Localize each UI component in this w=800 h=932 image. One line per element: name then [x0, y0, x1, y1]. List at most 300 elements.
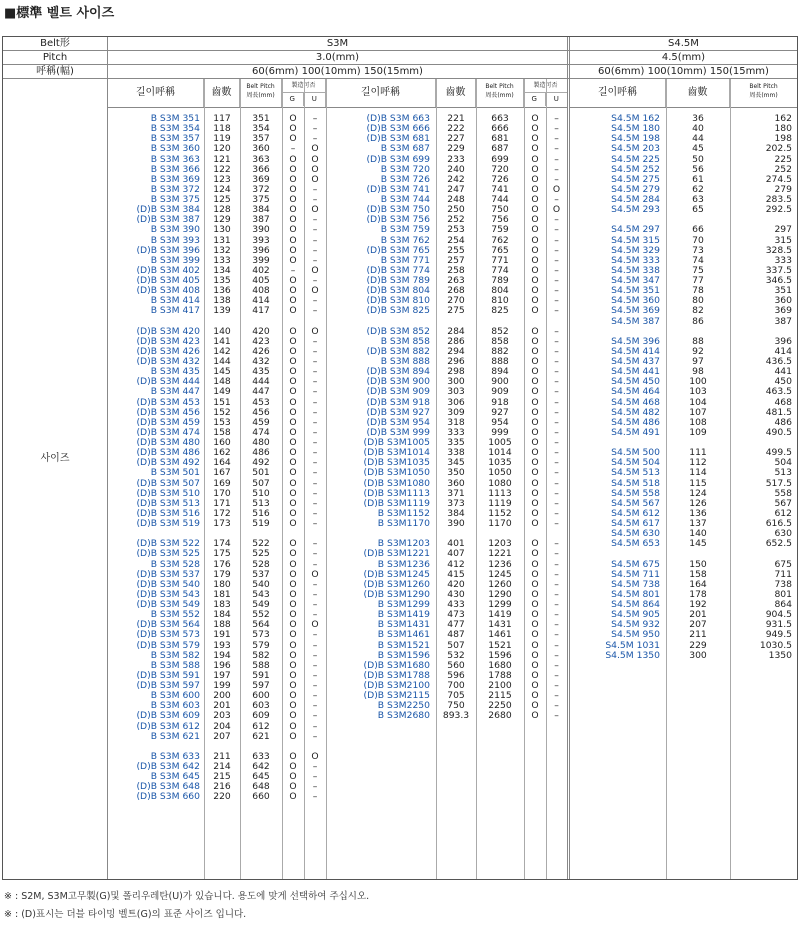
- cell-name: (D)B S3M 894: [366, 366, 430, 378]
- cell-u: –: [554, 467, 559, 479]
- table-row: [570, 408, 797, 418]
- cell-g: O: [289, 447, 297, 459]
- cell-g: O: [289, 609, 297, 621]
- cell-name: (D)B S3M 453: [136, 396, 200, 408]
- cell-teeth: 338: [447, 447, 465, 459]
- cell-g: O: [289, 690, 297, 702]
- cell-name: (D)B S3M1260: [363, 578, 430, 590]
- cell-pitch: 1680: [488, 659, 512, 671]
- cell-pitch: 292.5: [765, 204, 792, 216]
- table-row: [570, 630, 797, 640]
- cell-g: O: [531, 558, 539, 570]
- cell-teeth: 125: [213, 194, 231, 205]
- cell-teeth: 306: [447, 396, 465, 408]
- cell-name: S4.5M 1350: [605, 649, 660, 661]
- cell-pitch: 756: [491, 214, 509, 226]
- cell-g: O: [289, 113, 297, 124]
- cell-pitch: 900: [491, 376, 509, 388]
- cell-u: –: [312, 406, 318, 418]
- cell-u: O: [311, 173, 319, 185]
- cell-name: (D)B S3M 516: [136, 507, 200, 519]
- table-row: [570, 286, 797, 296]
- cell-name: (D)B S3M2115: [363, 690, 430, 702]
- cell-name: (D)B S3M 663: [366, 113, 430, 124]
- table-row: [570, 246, 797, 256]
- cell-teeth: 78: [692, 285, 704, 297]
- cell-teeth: 176: [213, 558, 231, 570]
- cell-pitch: 1080: [488, 477, 512, 489]
- cell-u: –: [312, 588, 318, 600]
- table-row: [570, 509, 797, 519]
- cell-pitch: 1119: [488, 497, 512, 509]
- cell-teeth: 200: [213, 690, 231, 702]
- cell-g: O: [531, 599, 539, 610]
- cell-g: O: [289, 720, 297, 732]
- cell-name: (D)B S3M 810: [366, 295, 430, 307]
- cell-u: –: [554, 497, 559, 509]
- cell-teeth: 129: [213, 214, 231, 226]
- cell-name: (D)B S3M 852: [366, 325, 430, 337]
- table-row: [570, 165, 797, 175]
- cell-name: S4.5M 369: [611, 305, 660, 317]
- cell-teeth: 149: [213, 386, 231, 398]
- cell-teeth: 114: [689, 467, 707, 479]
- cell-pitch: 490.5: [765, 426, 792, 438]
- cell-teeth: 145: [213, 366, 231, 378]
- cell-g: O: [289, 285, 297, 297]
- cell-name: (D)B S3M 537: [136, 568, 200, 580]
- cell-pitch: 600: [252, 690, 270, 702]
- cell-g: O: [531, 619, 539, 631]
- cell-pitch: 726: [491, 173, 509, 185]
- cell-name: S4.5M 351: [611, 285, 660, 297]
- cell-g: O: [289, 325, 297, 337]
- cell-g: O: [289, 194, 297, 205]
- col-bp1-2: Belt Pitch: [485, 83, 514, 90]
- cell-name: S4.5M 284: [611, 194, 660, 205]
- table-row: [570, 377, 797, 387]
- cell-u: –: [312, 123, 318, 135]
- cell-teeth: 88: [692, 335, 704, 347]
- cell-teeth: 178: [689, 588, 707, 600]
- cell-pitch: 774: [491, 264, 509, 276]
- cell-pitch: 564: [252, 619, 270, 631]
- cell-pitch: 519: [252, 518, 270, 529]
- cell-u: –: [554, 335, 559, 347]
- cell-pitch: 423: [252, 335, 270, 347]
- cell-g: O: [289, 173, 297, 185]
- cell-g: –: [290, 264, 296, 276]
- cell-teeth: 70: [692, 234, 704, 246]
- cell-name: S4.5M 252: [611, 163, 660, 175]
- cell-g: O: [531, 578, 539, 590]
- cell-teeth: 153: [213, 416, 231, 428]
- cell-u: –: [312, 558, 318, 570]
- cell-u: –: [312, 224, 318, 236]
- cell-g: O: [289, 234, 297, 246]
- cell-name: S4.5M 180: [611, 123, 660, 135]
- cell-g: O: [531, 163, 539, 175]
- s45m-col-header: [570, 79, 797, 108]
- cell-u: –: [312, 214, 318, 226]
- cell-pitch: 375: [252, 194, 270, 205]
- cell-teeth: 158: [213, 426, 231, 438]
- cell-name: (D)B S3M1680: [363, 659, 430, 671]
- cell-teeth: 284: [447, 325, 465, 337]
- cell-u: –: [554, 629, 559, 641]
- cell-g: O: [531, 214, 539, 226]
- table-row: [570, 296, 797, 306]
- cell-pitch: 516: [252, 507, 270, 519]
- cell-u: –: [312, 305, 318, 317]
- cell-name: B S3M 858: [380, 335, 430, 347]
- cell-pitch: 1299: [488, 599, 512, 610]
- cell-teeth: 131: [213, 234, 231, 246]
- col-bp2: 周長(mm): [246, 92, 275, 99]
- cell-name: (D)B S3M 765: [366, 244, 430, 256]
- cell-pitch: 549: [252, 599, 270, 610]
- cell-name: (D)B S3M 444: [136, 376, 200, 388]
- cell-teeth: 132: [213, 244, 231, 256]
- cell-name: S4.5M 333: [611, 254, 660, 266]
- cell-name: (D)B S3M 522: [136, 538, 200, 550]
- cell-teeth: 63: [692, 194, 704, 205]
- width-label: 呼稱(幅): [3, 65, 108, 78]
- cell-pitch: 1245: [488, 568, 512, 580]
- cell-name: B S3M 600: [150, 690, 200, 702]
- cell-pitch: 408: [252, 285, 270, 297]
- cell-teeth: 139: [213, 305, 231, 317]
- cell-name: (D)B S3M1788: [363, 669, 430, 681]
- table-row: [570, 600, 797, 610]
- cell-u: –: [554, 143, 559, 155]
- cell-name: (D)B S3M 804: [366, 285, 430, 297]
- cell-name: (D)B S3M2100: [363, 680, 430, 691]
- cell-u: –: [554, 345, 559, 357]
- cell-pitch: 894: [491, 366, 509, 378]
- table-row: [570, 155, 797, 165]
- cell-teeth: 384: [447, 507, 465, 519]
- cell-teeth: 275: [447, 305, 465, 317]
- cell-pitch: 543: [252, 588, 270, 600]
- cell-u: –: [312, 183, 318, 195]
- cell-u: –: [554, 649, 559, 661]
- cell-g: O: [289, 457, 297, 469]
- cell-name: B S3M 588: [150, 659, 200, 671]
- cell-name: (D)B S3M1113: [363, 487, 430, 499]
- cell-name: (D)B S3M 513: [136, 497, 200, 509]
- cell-u: O: [311, 153, 319, 165]
- cell-teeth: 142: [213, 345, 231, 357]
- cell-name: S4.5M 450: [611, 376, 660, 388]
- col-name-2: 길이呼稱: [360, 87, 401, 98]
- cell-g: O: [289, 568, 297, 580]
- cell-g: O: [289, 254, 297, 266]
- cell-teeth: 148: [213, 376, 231, 388]
- cell-g: O: [531, 254, 539, 266]
- cell-teeth: 111: [689, 447, 707, 459]
- cell-u: –: [554, 366, 559, 378]
- cell-pitch: 432: [252, 356, 270, 367]
- cell-u: O: [311, 285, 319, 297]
- cell-g: O: [531, 406, 539, 418]
- cell-teeth: 126: [689, 497, 707, 509]
- cell-g: O: [289, 791, 297, 803]
- cell-pitch: 591: [252, 669, 270, 681]
- cell-u: –: [312, 548, 318, 560]
- cell-pitch: 360: [252, 143, 270, 155]
- cell-pitch: 405: [252, 275, 270, 286]
- pitch-s45m: 4.5(mm): [661, 52, 706, 63]
- cell-u: –: [554, 538, 559, 550]
- cell-pitch: 1521: [488, 639, 512, 651]
- col-teeth-3: 齒數: [687, 87, 708, 98]
- cell-name: (D)B S3M1119: [363, 497, 430, 509]
- cell-u: –: [312, 487, 318, 499]
- cell-g: O: [531, 669, 539, 681]
- cell-g: O: [531, 123, 539, 135]
- table-row: [570, 195, 797, 205]
- cell-teeth: 162: [213, 447, 231, 459]
- table-row: [108, 711, 326, 721]
- cell-pitch: 426: [252, 345, 270, 357]
- table-row: [570, 124, 797, 134]
- cell-teeth: 222: [447, 123, 465, 135]
- cell-name: B S3M1152: [377, 507, 430, 519]
- cell-teeth: 192: [689, 599, 707, 610]
- cell-teeth: 207: [213, 730, 231, 742]
- cell-g: O: [531, 153, 539, 165]
- cell-name: (D)B S3M 456: [136, 406, 200, 418]
- cell-name: S4.5M 950: [611, 629, 660, 641]
- cell-name: S4.5M 203: [611, 143, 660, 155]
- cell-pitch: 417: [252, 305, 270, 317]
- cell-g: O: [289, 750, 297, 762]
- cell-pitch: 351: [774, 285, 792, 297]
- cell-teeth: 215: [213, 771, 231, 783]
- cell-u: –: [554, 123, 559, 135]
- cell-teeth: 199: [213, 680, 231, 691]
- table-row: [570, 367, 797, 377]
- cell-pitch: 864: [774, 599, 792, 610]
- cell-g: O: [531, 376, 539, 388]
- cell-pitch: 399: [252, 254, 270, 266]
- cell-u: –: [554, 153, 559, 165]
- table-row: [108, 225, 326, 235]
- cell-name: S4.5M 360: [611, 295, 660, 307]
- cell-pitch: 360: [774, 295, 792, 307]
- cell-u: –: [312, 447, 318, 459]
- cell-u: –: [554, 437, 559, 448]
- cell-name: (D)B S3M 432: [136, 356, 200, 367]
- cell-u: –: [554, 578, 559, 590]
- cell-u: –: [554, 244, 559, 256]
- cell-u: –: [312, 113, 318, 124]
- cell-pitch: 436.5: [765, 356, 792, 367]
- cell-u: –: [554, 416, 559, 428]
- table-row: [326, 711, 567, 721]
- cell-teeth: 412: [447, 558, 465, 570]
- cell-teeth: 66: [692, 224, 704, 236]
- cell-g: O: [531, 113, 539, 124]
- cell-pitch: 537: [252, 568, 270, 580]
- cell-teeth: 207: [689, 619, 707, 631]
- cell-g: O: [289, 163, 297, 175]
- cell-g: O: [531, 295, 539, 307]
- cell-name: S4.5M 198: [611, 133, 660, 145]
- cell-u: –: [312, 599, 318, 610]
- cell-teeth: 50: [692, 153, 704, 165]
- cell-name: (D)B S3M1005: [363, 437, 430, 448]
- cell-teeth: 229: [689, 639, 707, 651]
- cell-teeth: 134: [213, 264, 231, 276]
- table-row: [570, 438, 797, 448]
- cell-teeth: 373: [447, 497, 465, 509]
- cell-g: O: [289, 761, 297, 772]
- cell-name: (D)B S3M 510: [136, 487, 200, 499]
- cell-g: O: [289, 710, 297, 722]
- cell-pitch: 1461: [488, 629, 512, 641]
- cell-pitch: 567: [774, 497, 792, 509]
- cell-name: (D)B S3M1290: [363, 588, 430, 600]
- cell-u: –: [554, 426, 559, 438]
- cell-name: S4.5M 630: [611, 528, 660, 540]
- table-row: [570, 337, 797, 347]
- cell-name: B S3M 399: [150, 254, 200, 266]
- cell-u: –: [312, 295, 318, 307]
- cell-name: (D)B S3M 564: [136, 619, 200, 631]
- cell-teeth: 171: [213, 497, 231, 509]
- cell-pitch: 459: [252, 416, 270, 428]
- cell-teeth: 477: [447, 619, 465, 631]
- cell-teeth: 133: [213, 254, 231, 266]
- table-row: [108, 549, 326, 559]
- cell-name: S4.5M 279: [611, 183, 660, 195]
- cell-u: –: [554, 568, 559, 580]
- cell-name: S4.5M 617: [611, 518, 660, 529]
- cell-pitch: 2250: [488, 700, 512, 712]
- cell-teeth: 270: [447, 295, 465, 307]
- cell-pitch: 450: [774, 376, 792, 388]
- table-row: [570, 215, 797, 225]
- cell-name: S4.5M 347: [611, 275, 660, 286]
- cell-pitch: 825: [491, 305, 509, 317]
- table-row: [326, 549, 567, 559]
- cell-pitch: 517.5: [765, 477, 792, 489]
- table-row: [108, 732, 326, 742]
- cell-pitch: 652.5: [765, 538, 792, 550]
- cell-name: B S3M 603: [150, 700, 200, 712]
- cell-name: S4.5M 396: [611, 335, 660, 347]
- cell-pitch: 579: [252, 639, 270, 651]
- cell-pitch: 492: [252, 457, 270, 469]
- cell-name: B S3M 645: [150, 771, 200, 783]
- cell-teeth: 179: [213, 568, 231, 580]
- cell-pitch: 456: [252, 406, 270, 418]
- cell-name: (D)B S3M 756: [366, 214, 430, 226]
- table-row: [570, 479, 797, 489]
- cell-u: –: [312, 133, 318, 145]
- cell-teeth: 86: [692, 315, 704, 327]
- cell-name: B S3M 366: [150, 163, 200, 175]
- cell-g: O: [531, 639, 539, 651]
- cell-teeth: 201: [689, 609, 707, 621]
- cell-pitch: 396: [252, 244, 270, 256]
- table-row: [570, 560, 797, 570]
- cell-g: O: [531, 345, 539, 357]
- cell-u: –: [312, 396, 318, 408]
- cell-u: O: [311, 325, 319, 337]
- cell-teeth: 122: [213, 163, 231, 175]
- cell-g: O: [289, 781, 297, 793]
- cell-u: –: [554, 457, 559, 469]
- table-row: [108, 306, 326, 316]
- cell-u: –: [312, 781, 318, 793]
- table-row: [108, 468, 326, 478]
- belt-size-table: [2, 36, 798, 880]
- cell-u: –: [312, 244, 318, 256]
- cell-name: B S3M 390: [150, 224, 200, 236]
- cell-teeth: 487: [447, 629, 465, 641]
- cell-u: –: [312, 366, 318, 378]
- cell-u: –: [312, 720, 318, 732]
- cell-u: –: [312, 335, 318, 347]
- cell-u: –: [554, 619, 559, 631]
- cell-g: O: [531, 305, 539, 317]
- cell-pitch: 441: [774, 366, 792, 378]
- cell-u: O: [552, 204, 561, 216]
- cell-pitch: 744: [491, 194, 509, 205]
- cell-name: (D)B S3M 660: [136, 791, 200, 803]
- cell-pitch: 1050: [488, 467, 512, 479]
- cell-name: B S3M 351: [150, 113, 200, 124]
- cell-pitch: 759: [491, 224, 509, 236]
- cell-pitch: 810: [491, 295, 509, 307]
- cell-teeth: 430: [447, 588, 465, 600]
- table-row: [108, 144, 326, 154]
- cell-pitch: 1203: [488, 538, 512, 550]
- cell-name: S4.5M 932: [611, 619, 660, 631]
- cell-name: B S3M1521: [377, 639, 430, 651]
- cell-pitch: 666: [491, 123, 509, 135]
- cell-pitch: 504: [774, 457, 792, 469]
- cell-u: –: [554, 700, 559, 712]
- col-teeth: 齒數: [211, 87, 232, 98]
- table-row: [326, 468, 567, 478]
- cell-name: (D)B S3M 387: [136, 214, 200, 226]
- cell-pitch: 999: [491, 426, 509, 438]
- cell-pitch: 486: [252, 447, 270, 459]
- cell-u: –: [312, 649, 318, 661]
- cell-name: S4.5M 338: [611, 264, 660, 276]
- cell-pitch: 918: [491, 396, 509, 408]
- size-label: 사이즈: [40, 453, 70, 464]
- cell-teeth: 119: [213, 133, 231, 145]
- cell-teeth: 268: [447, 285, 465, 297]
- cell-pitch: 501: [252, 467, 270, 479]
- col-mfg: 製造可否: [282, 80, 325, 93]
- cell-u: –: [312, 669, 318, 681]
- cell-teeth: 115: [689, 477, 707, 489]
- cell-name: S4.5M 513: [611, 467, 660, 479]
- cell-g: O: [531, 416, 539, 428]
- cell-teeth: 335: [447, 437, 465, 448]
- cell-name: (D)B S3M 591: [136, 669, 200, 681]
- cell-teeth: 203: [213, 710, 231, 722]
- col-u-2: U: [553, 95, 559, 103]
- cell-g: O: [531, 183, 539, 195]
- cell-teeth: 80: [692, 295, 704, 307]
